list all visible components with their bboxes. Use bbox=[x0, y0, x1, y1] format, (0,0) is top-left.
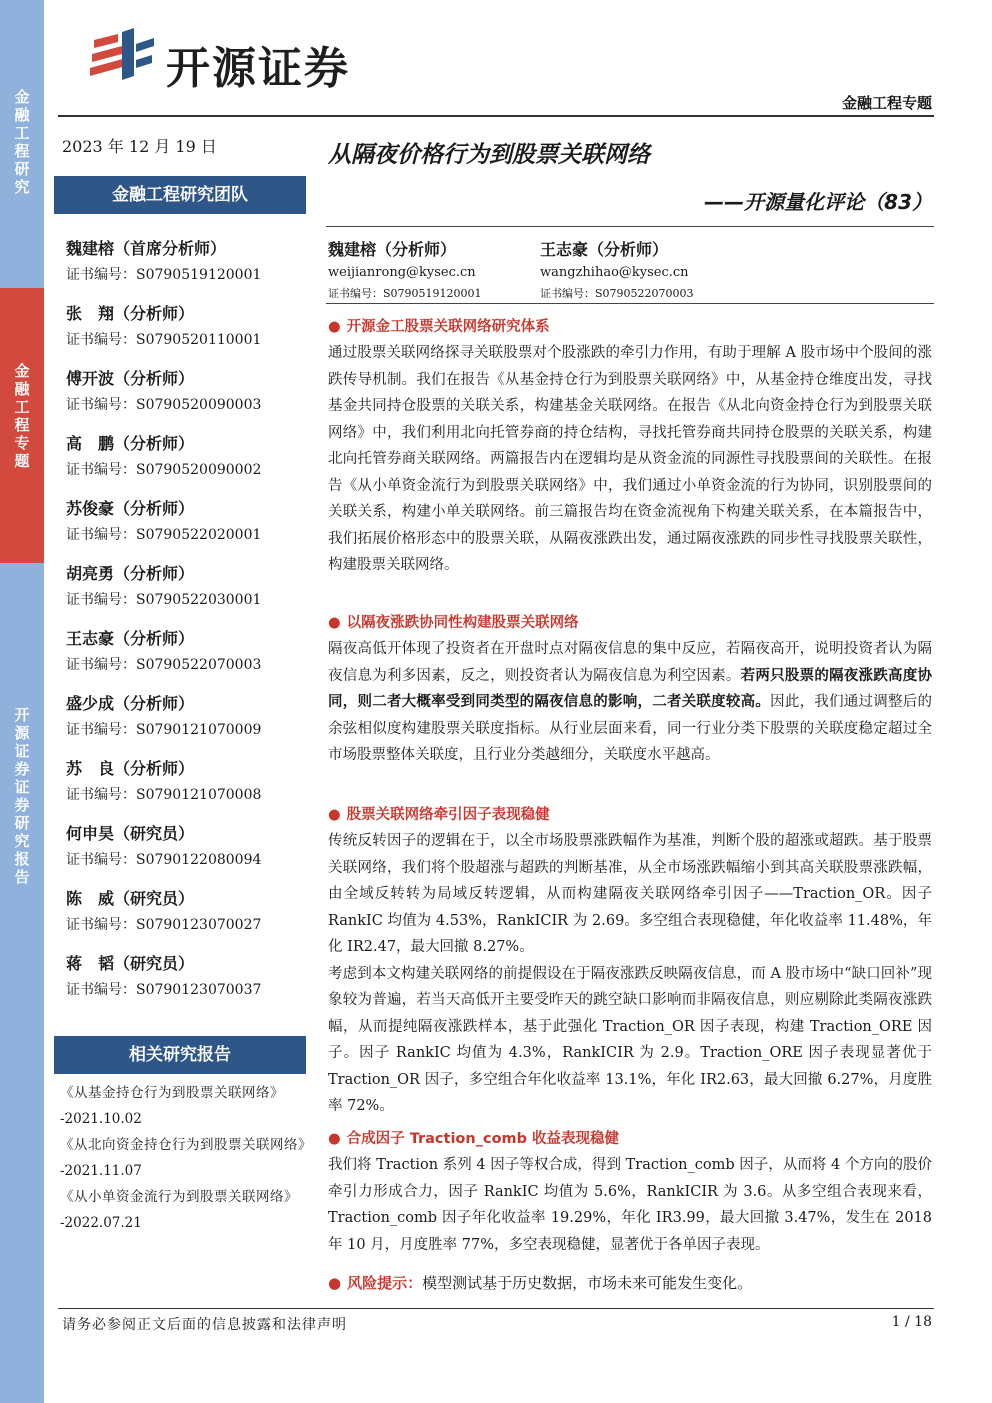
author-email[interactable]: wangzhihao@kysec.cn bbox=[540, 265, 689, 280]
team-member bbox=[66, 303, 306, 368]
bullet-icon: ● bbox=[328, 319, 341, 335]
related-item[interactable] bbox=[60, 1080, 306, 1132]
report-title: 从隔夜价格行为到股票关联网络 bbox=[328, 142, 650, 168]
title-divider bbox=[326, 226, 934, 227]
member-cert: 证书编号：S0790121070009 bbox=[66, 722, 262, 738]
author-cert: 证书编号：S0790519120001 bbox=[328, 287, 482, 300]
team-member bbox=[66, 628, 306, 693]
header-divider bbox=[58, 115, 934, 117]
section-body: 通过股票关联网络探寻关联股票对个股涨跌的牵引力作用，有助于理解 A 股市场中个股间的涨跌传导机制。我们在报告《从基金持仓行为到股票关联网络》中，从基金持仓维度出发，寻找基金共同持仓股票的关联关系，构建基金关联网络。在报告《从北向资金持仓行为到股票关联网络》中，我们利用北向托管券商的持仓结构，寻找托管券商共同持仓股票的关联关系，构建北向托管券商关联网络。两篇报告内在逻辑均是从资金流的同源性寻找股票间的关联性。在报告《从小单资金流行为到股票关联网络》中，我们通过小单资金流的行为协同，识别股票间的关联关系，构建小单关联网络。前三篇报告均在资金流视角下构建关联关系，在本篇报告中，我们拓展价格形态中的股票关联，从隔夜涨跌出发，通过隔夜涨跌的同步性寻找股票关联性，构建股票关联网络。 bbox=[328, 345, 932, 573]
section-research-system bbox=[328, 314, 932, 579]
team-member bbox=[66, 953, 306, 1018]
side-strip-blue-bottom bbox=[0, 563, 44, 1403]
related-list bbox=[60, 1080, 312, 1236]
team-member bbox=[66, 433, 306, 498]
section-traction-factor bbox=[328, 802, 932, 1120]
team-member bbox=[66, 498, 306, 563]
team-member bbox=[66, 368, 306, 433]
bullet-icon: ● bbox=[328, 807, 341, 823]
member-cert: 证书编号：S0790522030001 bbox=[66, 592, 262, 608]
page-number: 1 / 18 bbox=[891, 1314, 932, 1330]
team-heading: 金融工程研究团队 bbox=[54, 176, 306, 214]
section-body: 隔夜高低开体现了投资者在开盘时点对隔夜信息的集中反应，若隔夜高开，说明投资者认为隔夜信息为利多因素，反之，则投资者认为隔夜信息为利空因素。若两只股票的隔夜涨跌高度协同，则二者大概率受到同类型的隔夜信息的影响，二者关联度较高。因此，我们通过调整后的余弦相似度构建股票关联度指标。从行业层面来看，同一行业分类下股票的关联度稳定超过全市场股票整体关联度，且行业分类越细分，关联度水平越高。 bbox=[328, 641, 933, 763]
team-member bbox=[66, 563, 306, 628]
section-body: 传统反转因子的逻辑在于，以全市场股票涨跌幅作为基准，判断个股的超涨或超跌。基于股票关联网络，我们将个股超涨与超跌的判断基准，从全市场涨跌幅缩小到其高关联股票涨跌幅，由全域反转转为局域反转逻辑，从而构建隔夜关联网络牵引因子——Traction_OR。因子 RankIC 均值为 4.53%，RankICIR 为 2.69。多空组合表现稳健，年化收益率 11.48%，年化 IR2.47，最大回撤 8.27%。 bbox=[328, 833, 932, 955]
member-cert: 证书编号：S0790519120001 bbox=[66, 267, 262, 283]
bullet-icon: ● bbox=[328, 1131, 341, 1147]
author-block bbox=[540, 238, 694, 304]
report-subtitle: ——开源量化评论（83） bbox=[704, 190, 932, 214]
author-block bbox=[328, 238, 482, 304]
member-name: 魏建榕（首席分析师） bbox=[66, 239, 227, 258]
member-name: 张 翔（分析师） bbox=[66, 304, 195, 323]
team-member bbox=[66, 758, 306, 823]
related-item-title: 《从基金持仓行为到股票关联网络》 bbox=[60, 1085, 284, 1101]
member-name: 陈 威（研究员） bbox=[66, 889, 195, 908]
member-cert: 证书编号：S0790121070008 bbox=[66, 787, 262, 803]
member-name: 傅开波（分析师） bbox=[66, 369, 195, 388]
member-name: 王志豪（分析师） bbox=[66, 629, 195, 648]
team-member bbox=[66, 823, 306, 888]
author-email[interactable]: weijianrong@kysec.cn bbox=[328, 265, 476, 280]
report-date: 2023 年 12 月 19 日 bbox=[62, 137, 217, 156]
risk-warning bbox=[328, 1272, 752, 1293]
author-name: 魏建榕（分析师） bbox=[328, 240, 457, 259]
bullet-icon: ● bbox=[328, 1274, 342, 1292]
footer-disclaimer: 请务必参阅正文后面的信息披露和法律声明 bbox=[62, 1317, 347, 1333]
related-item-title: 《从北向资金持仓行为到股票关联网络》 bbox=[60, 1137, 312, 1153]
member-cert: 证书编号：S0790520090002 bbox=[66, 462, 262, 478]
team-member bbox=[66, 693, 306, 758]
member-cert: 证书编号：S0790123070027 bbox=[66, 917, 262, 933]
brand-mark-icon bbox=[88, 26, 158, 88]
related-item[interactable] bbox=[60, 1132, 312, 1184]
member-cert: 证书编号：S0790520090003 bbox=[66, 397, 262, 413]
section-overnight-network bbox=[328, 610, 932, 769]
member-cert: 证书编号：S0790520110001 bbox=[66, 332, 262, 348]
related-item-date: -2021.10.02 bbox=[60, 1111, 142, 1127]
section-body-emphasis: 若两只股票的隔夜涨跌高度协同，则二者大概率受到同类型的隔夜信息的影响，二者关联度较高。 bbox=[328, 667, 933, 710]
risk-label: 风险提示： bbox=[347, 1274, 423, 1292]
report-category: 金融工程专题 bbox=[841, 94, 932, 112]
brand-logo bbox=[88, 26, 388, 94]
related-item-title: 《从小单资金流行为到股票关联网络》 bbox=[60, 1189, 298, 1205]
team-member bbox=[66, 888, 306, 953]
bullet-icon: ● bbox=[328, 615, 341, 631]
section-composite-factor bbox=[328, 1126, 932, 1258]
team-list bbox=[66, 238, 306, 1018]
member-cert: 证书编号：S0790122080094 bbox=[66, 852, 262, 868]
author-cert: 证书编号：S0790522070003 bbox=[540, 287, 694, 300]
section-heading: ● 开源金工股票关联网络研究体系 bbox=[328, 319, 550, 335]
member-cert: 证书编号：S0790522070003 bbox=[66, 657, 262, 673]
member-name: 胡亮勇（分析师） bbox=[66, 564, 195, 583]
related-item-date: -2022.07.21 bbox=[60, 1215, 142, 1231]
member-name: 苏俊豪（分析师） bbox=[66, 499, 195, 518]
member-name: 盛少成（分析师） bbox=[66, 694, 195, 713]
author-name: 王志豪（分析师） bbox=[540, 240, 669, 259]
team-member bbox=[66, 238, 306, 303]
section-heading: ● 以隔夜涨跌协同性构建股票关联网络 bbox=[328, 615, 579, 631]
section-heading: ● 合成因子 Traction_comb 收益表现稳健 bbox=[328, 1131, 620, 1147]
brand-name: 开源证券 bbox=[166, 43, 350, 94]
section-body: 我们将 Traction 系列 4 因子等权合成，得到 Traction_comb 因子，从而将 4 个方向的股价牵引力形成合力，因子 RankIC 均值为 5.6%，RankICIR 为 3.6。从多空组合表现来看，Traction_comb 因子年化收益率 19.29%，年化 IR3.99，最大回撤 3.47%，发生在 2018 年 10 月，月度胜率 77%，多空表现稳健，显著优于各单因子表现。 bbox=[328, 1157, 932, 1253]
member-cert: 证书编号：S0790522020001 bbox=[66, 527, 262, 543]
related-item[interactable] bbox=[60, 1184, 306, 1236]
section-body-2: 考虑到本文构建关联网络的前提假设在于隔夜涨跌反映隔夜信息，而 A 股市场中“缺口回补”现象较为普遍，若当天高低开主要受昨天的跳空缺口影响而非隔夜信息，则应剔除此类隔夜涨跌幅，从而提纯隔夜涨跌样本，基于此强化 Traction_OR 因子表现，构建 Traction_ORE 因子。因子 RankIC 均值为 4.3%，RankICIR 为 2.9。Traction_ORE 因子表现显著优于 Traction_OR 因子，多空组合年化收益率 13.1%，年化 IR2.63，最大回撤 6.27%，月度胜率 72%。 bbox=[328, 965, 932, 1114]
member-name: 蒋 韬（研究员） bbox=[66, 954, 195, 973]
related-heading: 相关研究报告 bbox=[54, 1036, 306, 1074]
member-name: 何申昊（研究员） bbox=[66, 824, 195, 843]
author-divider bbox=[326, 303, 934, 304]
related-item-date: -2021.11.07 bbox=[60, 1163, 142, 1179]
side-strip-label-bottom: 开源证券 证券研究报告 bbox=[14, 706, 30, 886]
footer-divider bbox=[58, 1308, 934, 1309]
member-name: 苏 良（分析师） bbox=[66, 759, 195, 778]
section-heading: ● 股票关联网络牵引因子表现稳健 bbox=[328, 807, 550, 823]
member-cert: 证书编号：S0790123070037 bbox=[66, 982, 262, 998]
member-name: 高 鹏（分析师） bbox=[66, 434, 195, 453]
side-strip bbox=[0, 0, 44, 1403]
side-strip-label-top: 金融工程研究 bbox=[14, 88, 30, 196]
side-strip-label-middle: 金融工程专题 bbox=[14, 362, 30, 470]
risk-text: 模型测试基于历史数据，市场未来可能发生变化。 bbox=[422, 1274, 753, 1292]
